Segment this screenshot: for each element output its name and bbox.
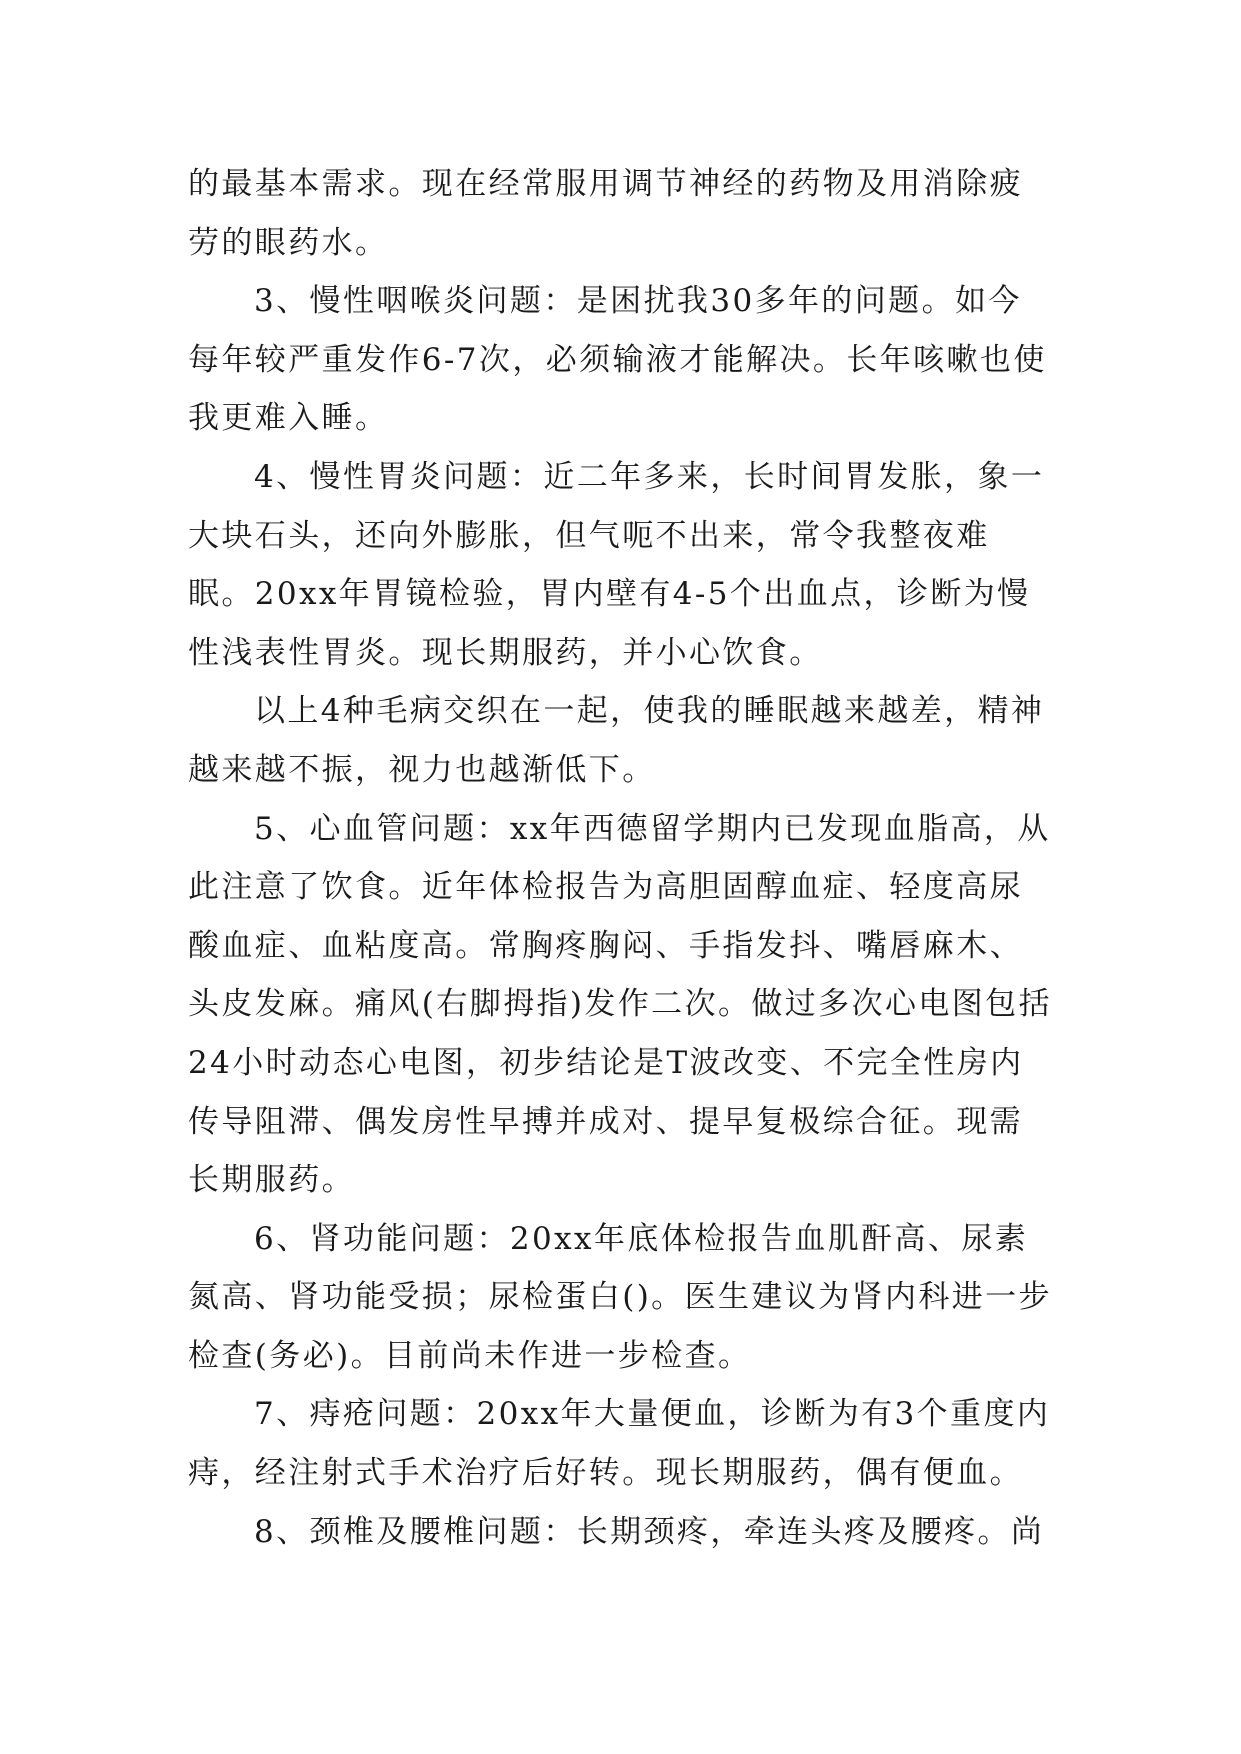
paragraph-item-5: 5、心血管问题：xx年西德留学期内已发现血脂高，从此注意了饮食。近年体检报告为高胆固醇血症、轻度高尿酸血症、血粘度高。常胸疼胸闷、手指发抖、嘴唇麻木、头皮发麻。痛风(右脚拇指)发作二次。做过多次心电图包括24小时动态心电图，初步结论是T波改变、不完全性房内传导阻滞、偶发房性早搏并成对、提早复极综合征。现需长期服药。 bbox=[188, 810, 1052, 1199]
paragraph-item-4: 4、慢性胃炎问题：近二年多来，长时间胃发胀，象一大块石头，还向外膨胀，但气呃不出来，常令我整夜难眠。20xx年胃镜检验，胃内壁有4-5个出血点，诊断为慢性浅表性胃炎。现长期服药，并小心饮食。 bbox=[188, 458, 1045, 671]
document-body bbox=[188, 155, 1052, 1561]
paragraph-summary: 以上4种毛病交织在一起，使我的睡眠越来越差，精神越来越不振，视力也越渐低下。 bbox=[188, 693, 1045, 788]
paragraph-item-7: 7、痔疮问题：20xx年大量便血，诊断为有3个重度内痔，经注射式手术治疗后好转。现长期服药，偶有便血。 bbox=[188, 1396, 1051, 1492]
paragraph-continuation: 的最基本需求。现在经常服用调节神经的药物及用消除疲劳的眼药水。 bbox=[188, 166, 1023, 261]
paragraph-item-3: 3、慢性咽喉炎问题：是困扰我30多年的问题。如今每年较严重发作6-7次，必须输液才能解决。长年咳嗽也使我更难入睡。 bbox=[188, 283, 1047, 437]
paragraph-item-8: 8、颈椎及腰椎问题：长期颈疼，牵连头疼及腰疼。尚 bbox=[254, 1513, 1045, 1550]
paragraph-item-6: 6、肾功能问题：20xx年底体检报告血肌酐高、尿素氮高、肾功能受损；尿检蛋白()。医生建议为肾内科进一步检查(务必)。目前尚未作进一步检查。 bbox=[188, 1220, 1052, 1374]
